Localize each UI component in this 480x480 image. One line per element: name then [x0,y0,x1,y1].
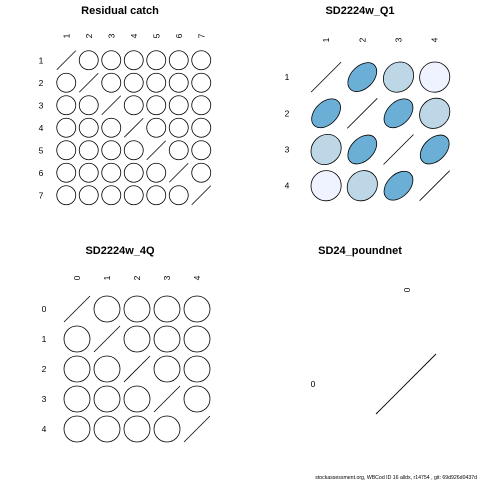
diagonal-mark [420,171,450,201]
column-label: 6 [173,33,184,39]
row-label: 4 [284,180,290,191]
correlation-ellipse [305,128,348,171]
column-label: 1 [102,275,112,281]
correlation-ellipse [143,47,170,74]
column-label: 2 [83,33,94,39]
correlation-ellipse [59,351,96,388]
diagonal-mark [124,356,150,382]
correlation-ellipse [188,69,215,96]
row-label: 4 [38,122,44,133]
correlation-ellipse [305,164,348,207]
correlation-ellipse [75,137,102,164]
correlation-ellipse [59,411,96,448]
column-label: 1 [61,33,72,39]
row-label: 3 [41,394,47,404]
row-label: 5 [38,145,44,156]
correlation-ellipse [165,92,192,119]
correlation-ellipse [75,114,102,141]
correlation-ellipse [179,351,216,388]
panel-title: SD2224w_4Q [85,245,155,257]
row-label: 4 [41,424,47,434]
column-label: 4 [192,275,202,281]
correlation-ellipse [53,69,80,96]
panel-sd2224w-q1 [285,5,456,207]
correlation-ellipse [119,381,156,418]
correlation-ellipse [119,321,156,358]
diagonal-mark [347,98,377,128]
correlation-ellipse [415,130,455,170]
row-label: 0 [310,379,316,389]
column-label: 5 [151,33,162,39]
correlation-ellipse [165,47,192,74]
row-label: 2 [38,77,44,88]
diagonal-mark [124,118,143,137]
correlation-ellipse [342,57,382,97]
column-label: 2 [132,275,142,281]
correlation-ellipse [119,291,156,328]
correlation-ellipse [53,137,80,164]
correlation-ellipse [98,114,125,141]
diagonal-mark [169,163,188,182]
column-label: 1 [321,37,332,43]
row-label: 3 [284,144,290,155]
correlation-ellipse [188,159,215,186]
column-label: 3 [106,33,117,39]
correlation-ellipse [53,114,80,141]
correlation-ellipse [188,137,215,164]
correlation-ellipse [143,69,170,96]
correlation-ellipse [75,159,102,186]
diagonal-mark [384,135,414,165]
correlation-ellipse [165,114,192,141]
diagonal-mark [57,51,76,70]
row-label: 1 [41,334,47,344]
correlation-ellipse [120,137,147,164]
correlation-ellipse [98,47,125,74]
panel-sd2224w-4q [42,245,216,447]
column-label: 3 [393,37,404,43]
row-label: 2 [41,364,47,374]
diagonal-mark [184,416,210,442]
correlation-ellipse [306,93,346,133]
correlation-ellipse [89,351,126,388]
correlation-ellipse [75,47,102,74]
diagonal-mark [311,62,341,92]
correlation-ellipse [413,56,456,99]
row-label: 6 [38,167,44,178]
row-label: 0 [41,304,47,314]
correlation-ellipse [188,114,215,141]
correlation-ellipse [188,47,215,74]
diagonal-mark [102,96,121,115]
diagonal-mark [94,326,120,352]
correlation-ellipse [413,92,456,135]
correlation-ellipse [120,92,147,119]
correlation-ellipse [98,182,125,209]
correlation-ellipse [149,351,186,388]
correlation-ellipse [379,93,419,133]
correlation-ellipse [143,182,170,209]
correlation-ellipse [119,411,156,448]
panel-residual-catch [39,5,215,209]
correlation-ellipse [75,92,102,119]
correlation-ellipse [59,381,96,418]
panel-title: Residual catch [81,5,159,17]
panel-title: SD24_poundnet [318,245,402,257]
correlation-ellipse [179,291,216,328]
correlation-ellipse [120,182,147,209]
correlation-ellipse [98,69,125,96]
diagonal-mark [154,386,180,412]
column-label: 4 [128,33,139,39]
correlation-ellipse [120,47,147,74]
correlation-ellipse [165,137,192,164]
diagonal-mark [192,186,211,205]
correlation-ellipse [379,166,419,206]
column-label: 4 [429,37,440,43]
correlation-ellipse [89,291,126,328]
panel-title: SD2224w_Q1 [325,5,395,17]
correlation-ellipse [149,321,186,358]
correlation-ellipse [165,69,192,96]
row-label: 1 [38,55,44,66]
diagonal-mark [64,296,90,322]
column-label: 0 [72,275,82,281]
column-label: 0 [402,287,412,293]
correlation-ellipse [53,92,80,119]
correlation-ellipse [341,164,384,207]
correlation-ellipse [149,291,186,328]
correlation-ellipse [89,381,126,418]
correlation-ellipse [179,381,216,418]
correlation-ellipse [188,92,215,119]
column-label: 3 [162,275,172,281]
correlation-ellipse [120,159,147,186]
correlation-ellipse [179,321,216,358]
row-label: 7 [38,190,44,201]
correlation-ellipse [89,411,126,448]
diagonal-mark [376,354,436,414]
correlation-ellipse [53,182,80,209]
row-label: 1 [284,72,290,83]
correlation-ellipse [120,69,147,96]
correlation-ellipse [342,130,382,170]
correlation-ellipse [98,159,125,186]
correlation-ellipse [143,159,170,186]
correlation-ellipse [59,321,96,358]
row-label: 3 [38,100,44,111]
panel-sd24-poundnet [311,245,436,414]
diagonal-mark [147,141,166,160]
correlation-ellipse [143,114,170,141]
correlation-ellipse [53,159,80,186]
correlation-ellipse [165,182,192,209]
column-label: 2 [357,37,368,43]
correlation-ellipse [377,56,420,99]
column-label: 7 [196,33,207,39]
correlation-ellipse [75,182,102,209]
diagonal-mark [79,73,98,92]
row-label: 2 [284,108,290,119]
correlation-ellipse [149,411,186,448]
correlation-ellipse [98,137,125,164]
correlation-ellipse [143,92,170,119]
footer-text: stockassessment.org, WBCod ID 16 alldx, r14754 , git: 69d926d0437d [315,475,477,480]
